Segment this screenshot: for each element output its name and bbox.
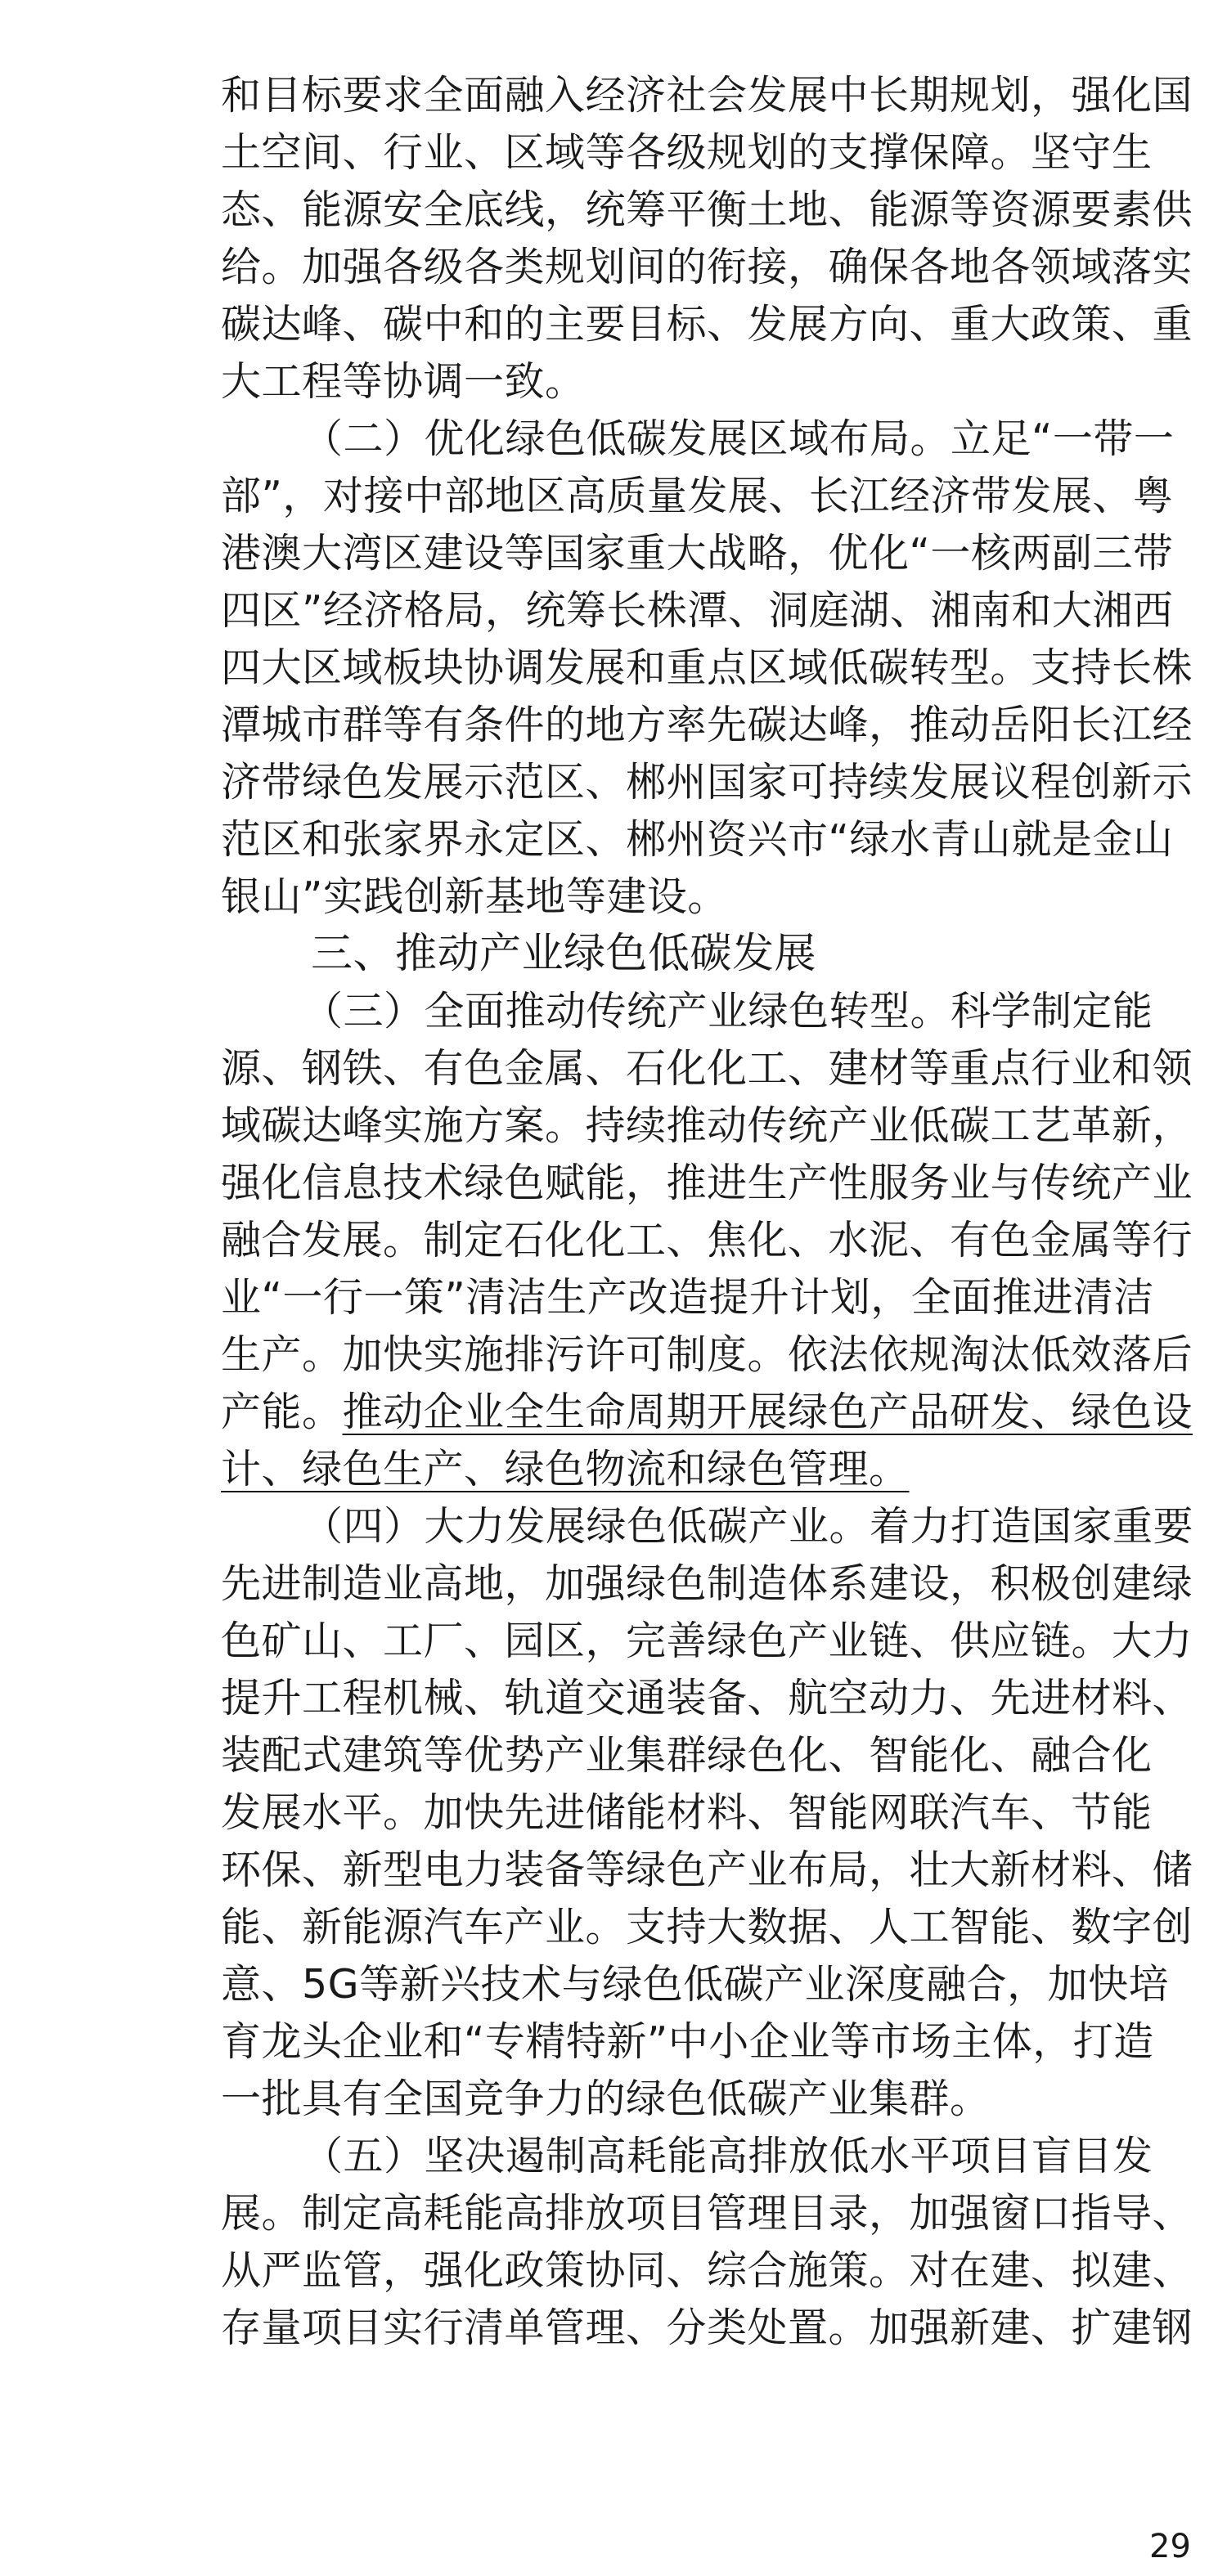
para4-line: 能、新能源汽车产业。支持大数据、人工智能、数字创 [221,1904,1193,1950]
para2-line: 四区”经济格局，统筹长株潭、洞庭湖、湘南和大湘西 [221,587,1174,634]
para4-first-line: （四）大力发展绿色低碳产业。着力打造国家重要 [303,1503,1194,1550]
para1-line: 和目标要求全面融入经济社会发展中长期规划，强化国 [221,72,1193,119]
para2-line: 银山”实践创新基地等建设。 [221,873,728,920]
underlined-text: 计、绿色生产、绿色物流和绿色管理。 [221,1446,910,1492]
para3-line [221,1441,1186,1498]
para3-line: 强化信息技术绿色赋能，推进生产性服务业与传统产业 [221,1160,1193,1206]
para1-line: 态、能源安全底线，统筹平衡土地、能源等资源要素供 [221,186,1193,233]
para2-line: 四大区域板块协调发展和重点区域低碳转型。支持长株 [221,644,1193,691]
para3-line: 域碳达峰实施方案。持续推动传统产业低碳工艺革新， [221,1102,1193,1149]
para4-line: 色矿山、工厂、园区，完善绿色产业链、供应链。大力 [221,1618,1193,1664]
section-heading: 三、推动产业绿色低碳发展 [311,930,817,978]
para2-first-line: （二）优化绿色低碳发展区域布局。立足“一带一 [303,415,1175,462]
para1-line: 土空间、行业、区域等各级规划的支撑保障。坚守生 [221,129,1153,176]
para1-line: 大工程等协调一致。 [221,358,586,405]
para4-line: 提升工程机械、轨道交通装备、航空动力、先进材料、 [221,1675,1193,1721]
para2-line: 部”，对接中部地区高质量发展、长江经济带发展、粤 [221,473,1174,519]
para3-line [221,1384,1193,1441]
para4-line: 育龙头企业和“专精特新”中小企业等市场主体，打造 [221,2018,1154,2065]
para2-line: 范区和张家界永定区、郴州资兴市“绿水青山就是金山 [221,816,1174,863]
para5-line: 存量项目实行清单管理、分类处置。加强新建、扩建钢 [221,2304,1193,2351]
para5-line: 展。制定高耗能高排放项目管理目录，加强窗口指导、 [221,2190,1193,2237]
document-page [221,67,1194,2357]
para3-line: 融合发展。制定石化化工、焦化、水泥、有色金属等行 [221,1217,1193,1263]
para3-line: 生产。加快实施排污许可制度。依法依规淘汰低效落后 [221,1331,1193,1378]
para3-line: 源、钢铁、有色金属、石化化工、建材等重点行业和领 [221,1045,1193,1092]
para2-line: 济带绿色发展示范区、郴州国家可持续发展议程创新示 [221,759,1193,806]
para4-line: 意、5G等新兴技术与绿色低碳产业深度融合，加快培 [221,1961,1170,2008]
para1-line: 碳达峰、碳中和的主要目标、发展方向、重大政策、重 [221,301,1193,348]
para4-line: 装配式建筑等优势产业集群绿色化、智能化、融合化 [221,1732,1153,1779]
para4-line: 先进制造业高地，加强绿色制造体系建设，积极创建绿 [221,1560,1193,1607]
para3-line: 业“一行一策”清洁生产改造提升计划，全面推进清洁 [221,1274,1154,1321]
page-number: 29 [1149,2528,1191,2565]
para3-first-line: （三）全面推动传统产业绿色转型。科学制定能 [303,988,1153,1034]
para3-plain-text: 产能。 [221,1389,343,1435]
para4-line: 发展水平。加快先进储能材料、智能网联汽车、节能 [221,1789,1153,1836]
para5-line: 从严监管，强化政策协同、综合施策。对在建、拟建、 [221,2247,1193,2294]
para1-line: 给。加强各级各类规划间的衔接，确保各地各领域落实 [221,244,1193,290]
para2-line: 港澳大湾区建设等国家重大战略，优化“一核两副三带 [221,530,1174,577]
para5-first-line: （五）坚决遏制高耗能高排放低水平项目盲目发 [303,2133,1153,2179]
underlined-text: 推动企业全生命周期开展绿色产品研发、绿色设 [342,1389,1193,1435]
para4-line: 环保、新型电力装备等绿色产业布局，壮大新材料、储 [221,1847,1193,1893]
para4-line: 一批具有全国竞争力的绿色低碳产业集群。 [221,2076,991,2122]
para2-line: 潭城市群等有条件的地方率先碳达峰，推动岳阳长江经 [221,702,1193,748]
